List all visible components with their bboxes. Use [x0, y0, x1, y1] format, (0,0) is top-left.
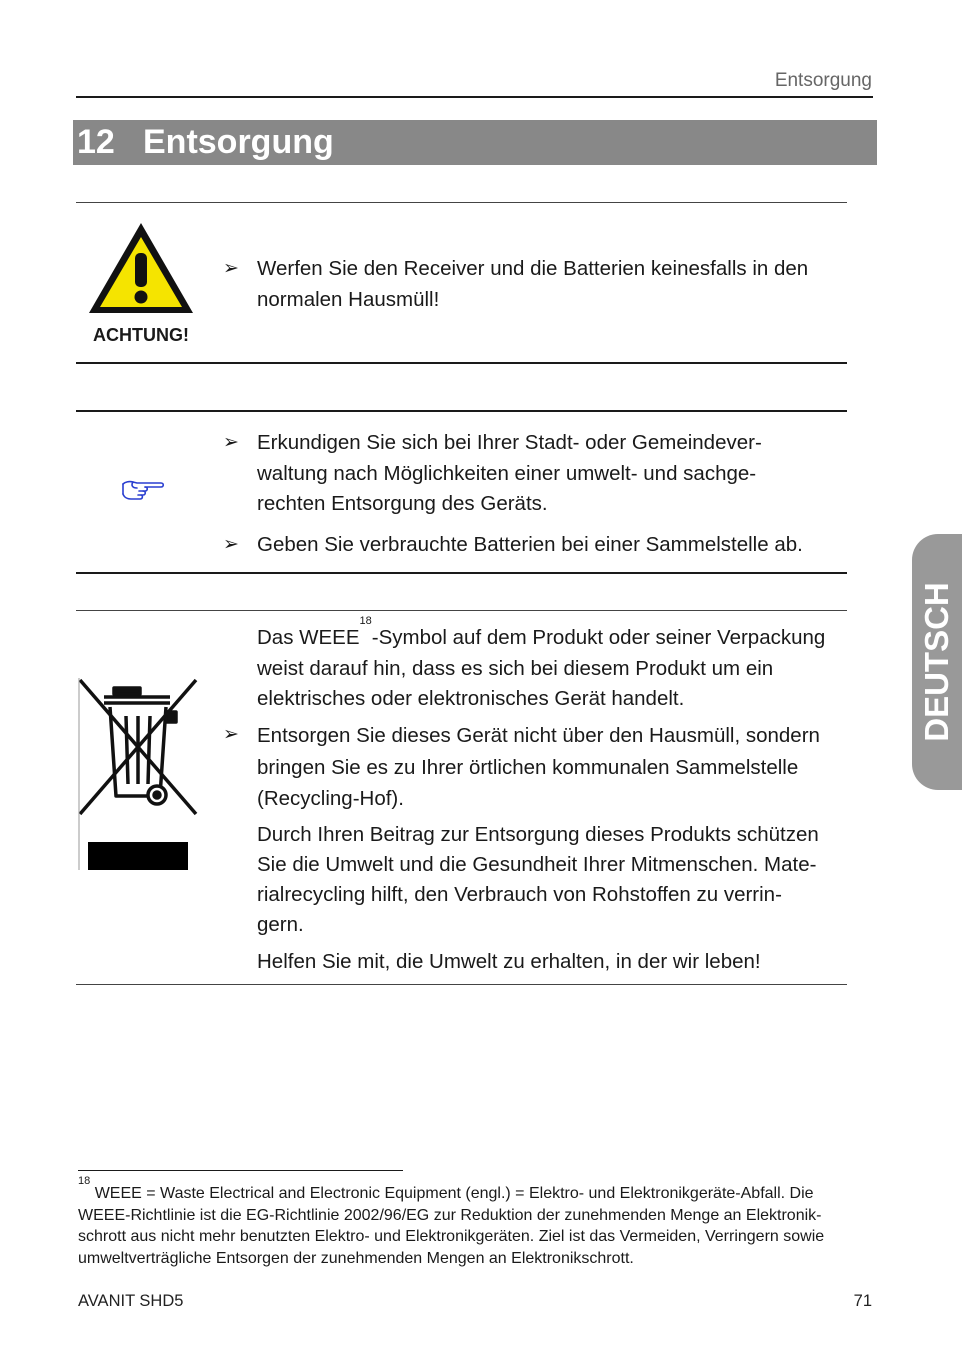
chapter-number: 12	[77, 123, 115, 161]
weee-paragraph	[257, 820, 857, 940]
language-tab	[912, 534, 962, 790]
language-tab-label: DEUTSCH	[918, 582, 955, 742]
note-bullet	[257, 428, 857, 520]
text-line: (Recycling-Hof).	[257, 787, 404, 810]
warning-label: ACHTUNG!	[93, 325, 189, 345]
text-line: Erkundigen Sie sich bei Ihrer Stadt- oder Gemeindever-	[257, 431, 762, 454]
text-line: rechten Entsorgung des Geräts.	[257, 492, 548, 515]
text-line: Sie die Umwelt und die Gesundheit Ihrer Mitmenschen. Mate-	[257, 853, 817, 876]
header-rule	[76, 96, 873, 98]
weee-intro	[257, 615, 857, 715]
note-bullet	[257, 530, 857, 561]
weee-bottom-rule	[76, 984, 847, 985]
note-top-rule	[76, 410, 847, 412]
text-line	[78, 1175, 878, 1205]
text-line: weist darauf hin, dass es sich bei diesem Produkt um ein	[257, 656, 774, 680]
warning-bottom-rule	[76, 362, 847, 364]
pointing-hand-icon	[120, 478, 168, 502]
text-line: rialrecycling hilft, den Verbrauch von Rohstoffen zu verrin-	[257, 883, 782, 906]
text-span: WEEE = Waste Electrical and Electronic Equipment (engl.) = Elektro- und Elektronikgeräte-Abfall. Die	[94, 1185, 814, 1202]
bullet-marker: ➢	[223, 432, 239, 453]
text-line: schrott aus nicht mehr benutzten Elektro- und Elektronikgeräten. Ziel ist das Vermeiden, Verringern sowie	[78, 1228, 825, 1245]
bullet-marker: ➢	[223, 534, 239, 555]
footnote	[78, 1175, 878, 1269]
warning-triangle-icon	[86, 220, 196, 316]
text-line	[257, 615, 857, 654]
weee-closing: Helfen Sie mit, die Umwelt zu erhalten, in der wir leben!	[257, 950, 761, 973]
warning-bullet	[257, 254, 857, 315]
crossed-out-wheelie-bin-icon	[78, 678, 200, 873]
footnote-reference[interactable]: 18	[359, 615, 372, 627]
weee-bullet	[257, 720, 857, 815]
text-line: umweltverträgliche Entsorgen der zunehmenden Mengen an Elektronikschrott.	[78, 1249, 634, 1267]
text-span: Das WEEE	[257, 626, 360, 649]
warning-top-rule	[76, 202, 847, 203]
text-line: bringen Sie es zu Ihrer örtlichen kommunalen Sammelstelle	[257, 755, 799, 779]
footnote-rule	[78, 1170, 403, 1171]
text-line: Durch Ihren Beitrag zur Entsorgung dieses Produkts schützen	[257, 823, 819, 846]
weee-top-rule	[76, 610, 847, 611]
footer-product: AVANIT SHD5	[78, 1292, 184, 1310]
text-line: gern.	[257, 913, 304, 936]
text-line: Werfen Sie den Receiver und die Batterien keinesfalls in den	[257, 257, 809, 280]
text-line: waltung nach Möglichkeiten einer umwelt- und sachge-	[257, 461, 757, 485]
text-span: -Symbol auf dem Produkt oder seiner Verpackung	[371, 626, 826, 649]
text-line: normalen Hausmüll!	[257, 287, 440, 311]
footnote-marker: 18	[78, 1175, 91, 1187]
page-number: 71	[853, 1292, 872, 1310]
bullet-marker: ➢	[223, 258, 239, 279]
text-line: WEEE-Richtlinie ist die EG-Richtlinie 2002/96/EG zur Reduktion der zunehmenden Menge an Elektronik-	[78, 1206, 822, 1224]
running-header: Entsorgung	[774, 70, 872, 91]
text-line: elektrisches oder elektronisches Gerät handelt.	[257, 687, 685, 710]
text-line: Entsorgen Sie dieses Gerät nicht über den Hausmüll, sondern	[257, 724, 820, 747]
text-line: Geben Sie verbrauchte Batterien bei einer Sammelstelle ab.	[257, 533, 803, 556]
note-bottom-rule	[76, 572, 847, 574]
chapter-heading	[73, 120, 877, 165]
bullet-marker: ➢	[223, 724, 239, 745]
chapter-title: Entsorgung	[143, 123, 334, 161]
